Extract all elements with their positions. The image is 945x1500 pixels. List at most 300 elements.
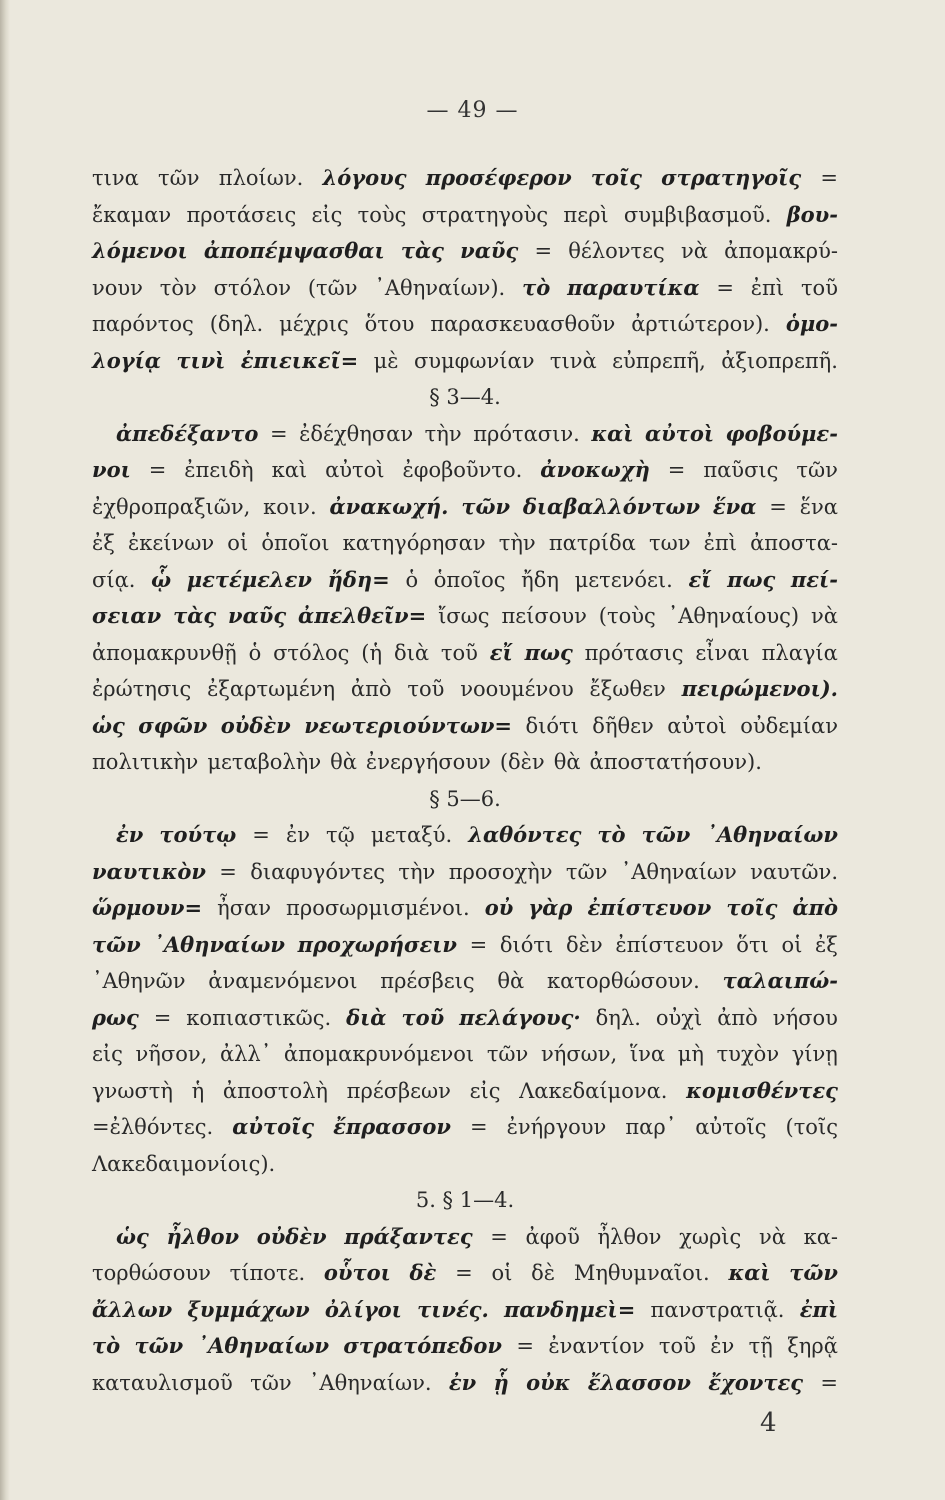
word: = [455, 1261, 473, 1285]
section-heading: § 3—4. [429, 385, 501, 409]
lemma-word: ταλαιπώ- [722, 968, 838, 993]
word: παρασκευασθοῦν [430, 312, 616, 336]
lemma-word: πεί- [790, 566, 838, 592]
word: τινὰ [549, 348, 597, 373]
word: τῶν [486, 1042, 529, 1066]
text-line [92, 562, 838, 599]
word: ἀπομακρυνθῇ [92, 640, 237, 665]
word: νοουμένου [460, 677, 574, 701]
lemma-word: πανδημεὶ= [504, 1296, 636, 1322]
page-edge [0, 0, 10, 1500]
word: θὰ [553, 750, 581, 774]
lemma-word: ναῦς [228, 603, 287, 628]
word: νὰ [681, 239, 708, 263]
lemma-word: ᾿Αθηναίων [197, 1333, 330, 1358]
word: καταυλισμοῦ [92, 1370, 233, 1395]
text-line [92, 197, 838, 234]
lemma-word: ἄλλων [92, 1296, 173, 1322]
word: ὅτου [364, 312, 415, 336]
lemma-word: διὰ [346, 1004, 387, 1030]
text-line [92, 160, 838, 197]
lemma-word: τοῖς [590, 165, 642, 190]
word: ἀπομακρυνόμενοι [283, 1042, 475, 1066]
word: γνωστὴ [92, 1078, 173, 1103]
lemma-word: ξυμμάχων [187, 1296, 310, 1322]
word: πλοίων. [218, 166, 304, 190]
lemma-word: στρατηγοῖς [661, 165, 802, 190]
word: τὴν [424, 421, 462, 446]
word: δὲ [531, 1261, 556, 1285]
lemma-word: τῶν [789, 1260, 838, 1285]
lemma-word: κομισθέντες [686, 1077, 838, 1103]
word: = [490, 1224, 508, 1249]
lemma-word: βου- [786, 201, 838, 227]
word: πρότασιν. [473, 421, 580, 446]
lemma-word: ἀποπέμψασθαι [203, 238, 385, 263]
lemma-word: τοῦ [401, 1004, 445, 1030]
text-line [92, 1146, 838, 1183]
text-line [92, 270, 838, 307]
lemma-word: ἐπιεικεῖ= [240, 347, 359, 373]
word: ἔξωθεν [589, 677, 666, 701]
lemma-word: ἐπὶ [799, 1296, 838, 1322]
lemma-word: δὲ [409, 1260, 437, 1285]
lemma-word: σειαν [92, 603, 162, 628]
text-line [92, 744, 838, 781]
word: συμβιβασμοῦ. [623, 202, 772, 227]
word: ἐνεργήσουν [365, 750, 491, 774]
word: εὐπρεπῆ, [612, 348, 706, 373]
lemma-word: ρως [92, 1004, 139, 1030]
lemma-word: τὰς [173, 603, 217, 628]
word: παρόντος [92, 312, 194, 336]
lemma-word: ᾗ [493, 1369, 509, 1395]
word: ἦλθον [597, 1224, 662, 1249]
lemma-word: ἦλθον [166, 1223, 240, 1249]
word: προτάσεις [186, 202, 297, 227]
word: ἐναντίον [548, 1334, 645, 1358]
word: ᾿Αθηναίων. [308, 1370, 432, 1395]
lemma-word: στρατόπεδον [343, 1333, 503, 1358]
word: ἐπὶ [703, 531, 737, 555]
word: δῆθεν [592, 713, 654, 738]
word: ὁ [405, 567, 419, 592]
word: διαφυγόντες [250, 859, 385, 884]
word: πολιτικὴν [92, 750, 199, 774]
word: αὐτοὶ [325, 458, 385, 482]
word: νὰ [811, 604, 838, 628]
word: παρ᾿ [625, 1115, 677, 1139]
word: σίᾳ. [92, 567, 136, 592]
word: διότι [499, 932, 554, 957]
lemma-word: τὰς [400, 238, 444, 263]
lemma-word: ᾿Αθηναίων [706, 822, 838, 847]
word: ᾿Αθηνῶν [92, 969, 186, 993]
lemma-word: αὐτοὶ [644, 420, 714, 446]
word: ἴσως [438, 604, 490, 628]
lemma-word: προσέφερον [425, 165, 572, 190]
lemma-word: ἀπεδέξαντο [116, 420, 259, 446]
lemma-word: ναῦς [460, 238, 519, 263]
word: = [534, 239, 553, 263]
lemma-word: καὶ [728, 1260, 771, 1285]
text-line [92, 343, 838, 380]
word: πατρίδα [548, 531, 636, 555]
word: ἐπὶ [750, 275, 785, 300]
word: ᾿Αθηναίων [620, 859, 737, 884]
text-line [92, 452, 838, 489]
word: θὰ [497, 969, 525, 993]
lemma-word: ᾧ [151, 566, 172, 592]
word: (ἡ [361, 640, 383, 665]
word: = [769, 494, 787, 519]
word: τοὺς [357, 202, 407, 227]
word: στρατηγοὺς [421, 202, 549, 227]
word: πρέσβεων [346, 1078, 451, 1103]
lemma-word: ὡς [116, 1223, 149, 1249]
lemma-word: οὗτοι [323, 1260, 391, 1285]
word: κα- [803, 1224, 838, 1249]
word: κατορθώσουν. [546, 969, 700, 993]
lemma-word: διαβαλλόντων [522, 493, 701, 519]
word: ἤδη [521, 567, 559, 592]
text-line [92, 1328, 838, 1365]
word: ἀξιοπρεπῆ. [721, 348, 838, 373]
lemma-word: αὐτοῖς [232, 1114, 315, 1139]
word: μεταβολὴν [207, 750, 322, 774]
lemma-word: ᾿Αθηναίων [153, 931, 285, 957]
word: = [469, 932, 488, 957]
word: τῶν [250, 1370, 292, 1395]
text-line [92, 598, 838, 635]
text-line [92, 1109, 838, 1146]
word: τῶν [565, 859, 608, 884]
word: = [667, 458, 686, 482]
lemma-word: καὶ [591, 420, 634, 446]
word: δηλ. [595, 1005, 641, 1030]
word: τίποτε. [229, 1261, 306, 1285]
lemma-word: προχωρήσειν [297, 931, 457, 957]
word: καὶ [271, 458, 308, 482]
lemma-word: ἐν [448, 1369, 477, 1395]
word: ἔκαμαν [92, 202, 172, 227]
word: ᾿Αθηναίων). [374, 275, 506, 300]
word: διότι [525, 713, 579, 738]
lemma-word: ναυτικὸν [92, 858, 206, 884]
lemma-word: ἀπὸ [792, 895, 838, 920]
word: ἀπὸ [717, 1005, 758, 1030]
lemma-word: ἔπρασσον [333, 1114, 451, 1139]
word: ὅτι [736, 932, 769, 957]
word: τῶν [796, 458, 838, 482]
lemma-word: μετέμελεν [186, 566, 312, 592]
lemma-word: λαθόντες [468, 822, 582, 847]
word: μέχρις [279, 312, 349, 336]
word: πρέσβεις [380, 969, 475, 993]
word: ἐν [285, 823, 310, 847]
word: μὲ [373, 348, 399, 373]
text-line [92, 1036, 838, 1073]
word: (δηλ. [209, 312, 264, 336]
signature-mark: 4 [760, 1408, 777, 1438]
text-line [92, 416, 838, 453]
word: παῦσις [703, 458, 779, 482]
word: μὴ [677, 1042, 704, 1066]
word: οὐδεμίαν [740, 713, 838, 738]
word: (τοῖς [785, 1115, 838, 1139]
word: κοιν. [263, 494, 317, 519]
word: ἐφοβοῦντο. [402, 458, 523, 482]
word: περὶ [563, 202, 609, 227]
word: τοῦ [440, 640, 478, 665]
lemma-word: ὥρμουν= [92, 895, 203, 920]
word: χωρὶς [679, 1224, 742, 1249]
word: ἀρτιώτερον). [631, 312, 770, 336]
lemma-word: τοῖς [726, 895, 778, 920]
word: ἀποστολὴ [222, 1078, 329, 1103]
word: πείσουν [501, 604, 587, 628]
word: οἱ [781, 932, 803, 957]
word: τινα [92, 166, 139, 190]
word: = [469, 1115, 488, 1139]
lemma-word: παραυτίκα [567, 274, 700, 300]
word: ἕνα [799, 494, 838, 519]
word: ἐν [710, 1334, 735, 1358]
lemma-word: πελάγους· [459, 1004, 581, 1030]
word: τῇ [748, 1334, 773, 1358]
word: Λακεδαίμονα. [519, 1078, 668, 1103]
lemma-word: τὸ [597, 822, 626, 847]
word: τῷ [326, 823, 355, 847]
lemma-word: ἀνοκωχὴ [540, 457, 650, 482]
text-line [92, 525, 838, 562]
word: ναυτῶν. [750, 859, 838, 884]
word: ἐξαρτωμένη [207, 677, 336, 701]
word: ἀποστα- [750, 531, 838, 555]
word: = [148, 458, 167, 482]
lemma-word: οὐδὲν [220, 712, 291, 738]
word: ἐξ [815, 932, 838, 957]
word: = [153, 1005, 172, 1030]
word: προσωρμισμένοι. [286, 896, 470, 920]
word: γίνῃ [791, 1042, 838, 1066]
lemma-word: πειρώμενοι). [681, 676, 838, 701]
lemma-word: νοι [92, 457, 131, 482]
word: = [219, 859, 237, 884]
word: αὐτοῖς [695, 1115, 767, 1139]
word: ᾿Αθηναίους) [667, 604, 800, 628]
word: εἰς [311, 202, 343, 227]
word: = [820, 166, 838, 190]
word: = [252, 823, 270, 847]
word: ἐκείνων [127, 531, 215, 555]
word: ἐξ [92, 531, 115, 555]
lemma-word: τῶν [134, 1333, 184, 1358]
lemma-word: ὡς [92, 712, 125, 738]
word: ἀπομακρύ- [724, 239, 838, 263]
word: εἰς [92, 1042, 123, 1066]
lemma-word: οὐ [484, 895, 514, 920]
word: πλαγία [761, 640, 838, 665]
text-line [92, 854, 838, 891]
word: = [716, 275, 734, 300]
word: θέλοντες [568, 239, 665, 263]
lemma-word: ἔχοντες [708, 1369, 804, 1395]
word: στόλον [213, 275, 291, 300]
word: ἐρώτησις [92, 677, 192, 701]
lemma-word: οὐδὲν [256, 1223, 327, 1249]
word: ἐπειδὴ [184, 458, 254, 482]
lemma-word: τῶν [461, 493, 511, 519]
lemma-word: λόγους [322, 165, 407, 190]
word: ἐπίστευον [615, 932, 724, 957]
word: ἡ [191, 1078, 205, 1103]
text-line [92, 708, 838, 745]
word: νήσου [772, 1005, 838, 1030]
word: τυχὸν [716, 1042, 780, 1066]
page-number: — 49 — [426, 98, 519, 123]
word: αὐτοὶ [667, 713, 727, 738]
lemma-word: ἐπίστευον [587, 895, 712, 920]
word: ἀποστατήσουν). [589, 750, 762, 774]
word: νουν [92, 275, 143, 300]
text-line [92, 671, 838, 708]
lemma-word: ἀνακωχή. [329, 493, 449, 519]
word: ἀπὸ [350, 677, 392, 701]
word: (δὲν [499, 750, 545, 774]
lemma-word: πως [524, 639, 573, 665]
word: ἦσαν [217, 896, 271, 920]
word: = [820, 1370, 838, 1395]
word: νήσων, [540, 1042, 618, 1066]
word: δὲν [565, 932, 603, 957]
word: ἐδέχθησαν [299, 421, 414, 446]
word: προσοχὴν [448, 859, 553, 884]
word: οἱ [491, 1261, 513, 1285]
lemma-word: ἕνα [712, 493, 757, 519]
word: συμφωνίαν [413, 348, 535, 373]
lemma-word: λογίᾳ [92, 347, 161, 373]
word: τοῦ [407, 677, 445, 701]
word: νῆσον, [135, 1042, 208, 1066]
text-line [92, 890, 838, 927]
text-line [92, 233, 838, 270]
word: = [516, 1334, 534, 1358]
word: ὁποῖοι [261, 531, 330, 555]
word: ἐχθροπραξιῶν, [92, 494, 251, 519]
word: τὴν [398, 859, 436, 884]
word: νὰ [758, 1224, 786, 1249]
word: θὰ [330, 750, 357, 774]
word: διὰ [393, 640, 429, 665]
lemma-word: τὸ [92, 1333, 121, 1358]
lemma-word: πράξαντες [344, 1223, 473, 1249]
lemma-word: εἴ [688, 566, 712, 592]
lemma-word: γὰρ [528, 895, 573, 920]
word: ὁποῖος [433, 567, 506, 592]
lemma-word: τὸ [522, 274, 551, 300]
lemma-word: φοβούμε- [725, 420, 838, 446]
word: = [269, 421, 288, 446]
word: κοπιαστικῶς. [186, 1005, 332, 1030]
text-line [92, 1219, 838, 1256]
word: ἵνα [629, 1042, 666, 1066]
word: στόλος [273, 640, 350, 665]
word: οἱ [227, 531, 249, 555]
word: ξηρᾷ [787, 1334, 838, 1358]
lemma-word: ὁμο- [785, 311, 838, 336]
text-line [92, 1255, 838, 1292]
word: μεταξύ. [370, 823, 453, 847]
word: Μηθυμναῖοι. [573, 1261, 710, 1285]
word: τοῦ [800, 275, 838, 300]
word: ἀλλ᾿ [219, 1042, 272, 1066]
page-text [92, 160, 838, 1401]
word: τὴν [498, 531, 536, 555]
word: τοῦ [658, 1334, 696, 1358]
word: (τῶν [307, 275, 358, 300]
word: τῶν [158, 166, 200, 190]
lemma-word: σφῶν [138, 712, 208, 738]
text-line [92, 927, 838, 964]
section-heading: 5. § 1—4. [415, 1188, 515, 1212]
word: πανστρατιᾷ. [650, 1297, 785, 1322]
word: εἶναι [695, 640, 750, 665]
text-line [92, 1073, 838, 1110]
text-line [92, 635, 838, 672]
word: οὐχὶ [655, 1005, 703, 1030]
lemma-word: οὐκ [526, 1369, 571, 1395]
word: Λακεδαιμονίοις). [92, 1151, 276, 1176]
word: ἐνήργουν [506, 1115, 607, 1139]
word: των [649, 531, 691, 555]
word: κατηγόρησαν [342, 531, 486, 555]
word: τορθώσουν [92, 1261, 211, 1285]
lemma-word: τούτῳ [159, 822, 237, 847]
word: εἰς [469, 1078, 501, 1103]
lemma-word: τῶν [641, 822, 691, 847]
text-line [92, 306, 838, 343]
lemma-word: λόμενοι [92, 238, 188, 263]
text-line [92, 1000, 838, 1037]
text-line [92, 489, 838, 526]
lemma-word: τῶν [92, 931, 141, 957]
word: τὸν [159, 275, 197, 300]
lemma-word: πως [727, 566, 776, 592]
section-heading: § 5—6. [429, 786, 501, 811]
word: ἀφοῦ [525, 1224, 580, 1249]
word: μετενόει. [574, 567, 673, 592]
lemma-word: ἐν [116, 822, 144, 847]
word: =ἐλθόντες. [92, 1115, 214, 1139]
lemma-word: τινὶ [176, 347, 226, 373]
text-line [92, 817, 838, 854]
lemma-word: τινές. [417, 1296, 489, 1322]
word: πρότασις [584, 640, 684, 665]
lemma-word: εἴ [489, 639, 513, 665]
word: ἀναμενόμενοι [208, 969, 358, 993]
lemma-word: ἤδη= [327, 566, 390, 592]
text-line [92, 963, 838, 1000]
word: ὁ [248, 640, 262, 665]
lemma-word: ἔλασσον [587, 1369, 691, 1395]
text-line [92, 1292, 838, 1329]
text-line [92, 1365, 838, 1402]
lemma-word: νεωτεριούντων= [304, 712, 512, 738]
lemma-word: ὀλίγοι [324, 1296, 402, 1322]
lemma-word: ἀπελθεῖν= [298, 603, 427, 628]
word: (τοὺς [598, 604, 656, 628]
